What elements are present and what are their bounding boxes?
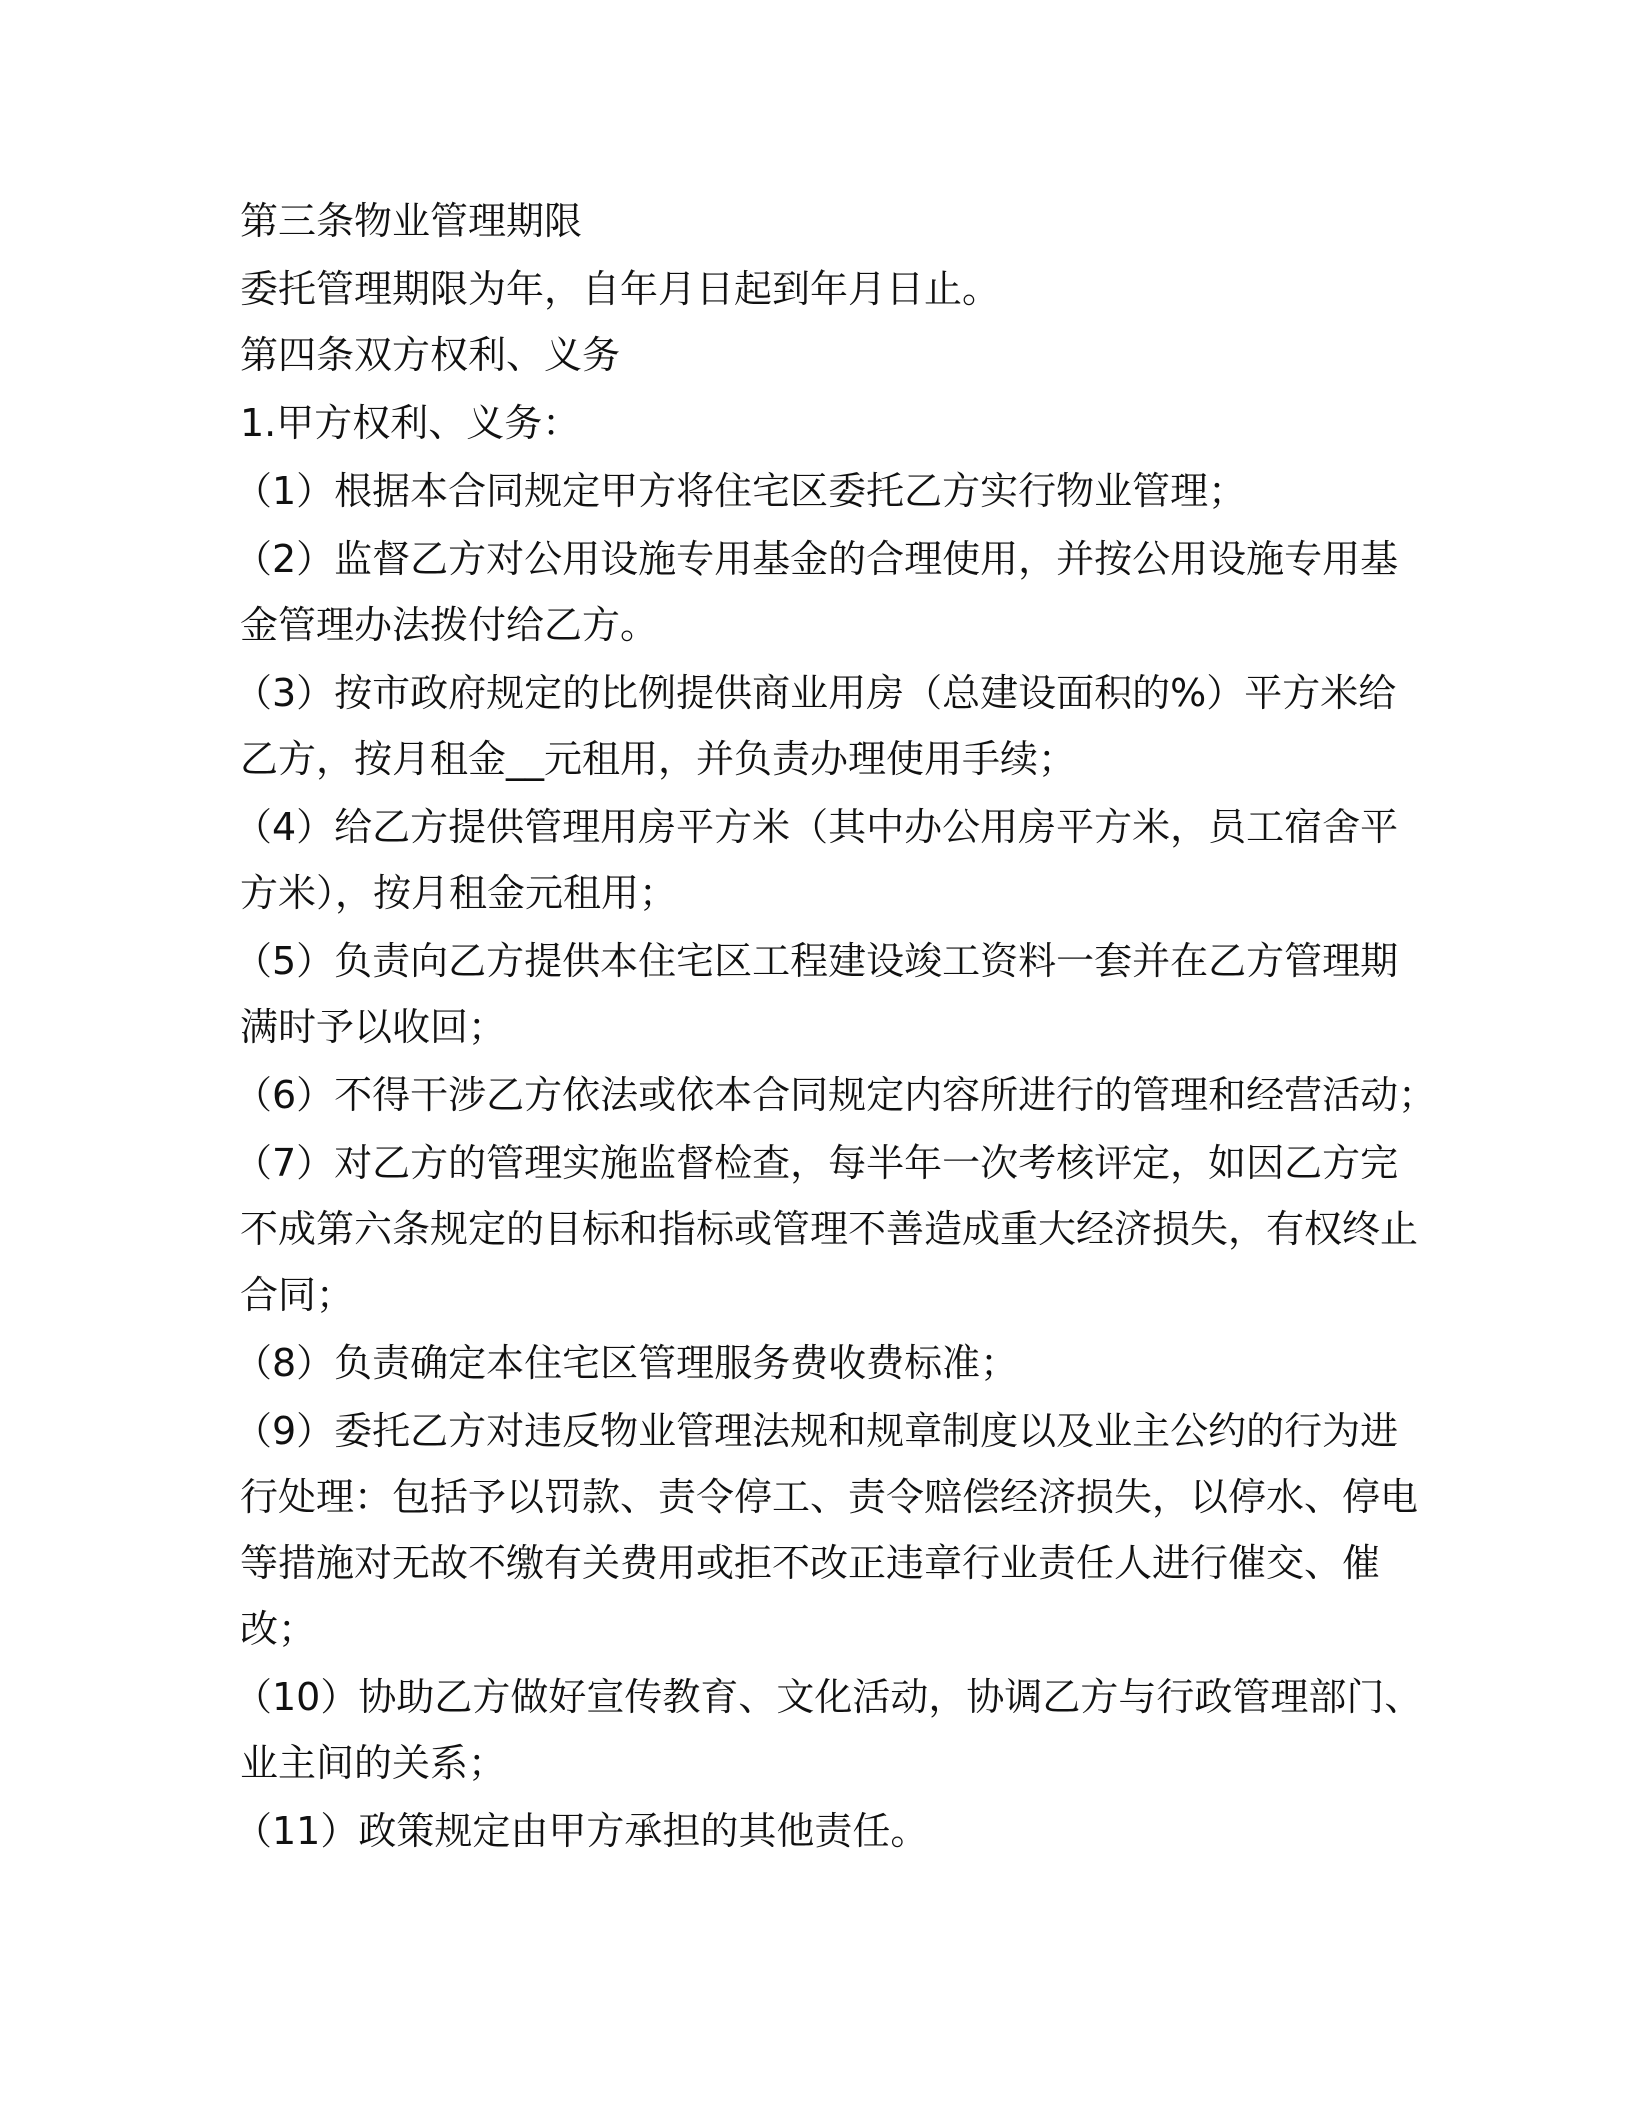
clause-9 [234,1398,1419,1662]
clause-line: （1）根据本合同规定甲方将住宅区委托乙方实行物业管理； [234,469,1247,513]
clause-line: 改； [240,1607,317,1651]
clause-line: 合同； [240,1273,355,1317]
clause-5 [234,928,1400,1060]
clause-line: 等措施对无故不缴有关费用或拒不改正违章行业责任人进行催交、催 [240,1541,1381,1585]
article-3-body: 委托管理期限为年，自年月日起到年月日止。 [240,267,1001,311]
article-3-title: 第三条物业管理期限 [240,199,583,243]
clause-1 [234,458,1400,524]
document-page [234,188,1437,1864]
clause-6 [234,1062,1437,1128]
clause-line: （7）对乙方的管理实施监督检查，每半年一次考核评定，如因乙方完 [234,1141,1399,1185]
clause-line: （8）负责确定本住宅区管理服务费收费标准； [234,1341,1019,1385]
clause-line: （10）协助乙方做好宣传教育、文化活动，协调乙方与行政管理部门、 [234,1675,1423,1719]
clause-line: （6）不得干涉乙方依法或依本合同规定内容所进行的管理和经营活动； [234,1073,1437,1117]
clause-4 [234,794,1400,926]
clause-line: （2）监督乙方对公用设施专用基金的合理使用，并按公用设施专用基 [234,537,1399,581]
clause-line: 方米），按月租金元租用； [240,871,678,915]
clause-7 [234,1130,1419,1328]
clause-3 [234,660,1400,792]
clause-line: （3）按市政府规定的比例提供商业用房（总建设面积的%）平方米给 [234,671,1397,715]
clause-11 [234,1798,1400,1864]
clause-line: （9）委托乙方对违反物业管理法规和规章制度以及业主公约的行为进 [234,1409,1399,1453]
clause-line: 不成第六条规定的目标和指标或管理不善造成重大经济损失，有权终止 [240,1207,1419,1251]
clause-2 [234,526,1400,658]
clause-line: 行处理：包括予以罚款、责令停工、责令赔偿经济损失，以停水、停电 [240,1475,1419,1519]
clause-line: （11）政策规定由甲方承担的其他责任。 [234,1809,929,1853]
clause-line: 乙方，按月租金__元租用，并负责办理使用手续； [240,737,1077,781]
article-4-title: 第四条双方权利、义务 [240,333,621,377]
clause-10 [234,1664,1423,1796]
clause-line: 满时予以收回； [240,1005,507,1049]
clause-line: 业主间的关系； [240,1741,507,1785]
section-1-title: 1.甲方权利、义务： [240,401,581,445]
clause-line: （5）负责向乙方提供本住宅区工程建设竣工资料一套并在乙方管理期 [234,939,1399,983]
clause-line: （4）给乙方提供管理用房平方米（其中办公用房平方米，员工宿舍平 [234,805,1399,849]
clause-8 [234,1330,1400,1396]
clause-line: 金管理办法拨付给乙方。 [240,603,659,647]
